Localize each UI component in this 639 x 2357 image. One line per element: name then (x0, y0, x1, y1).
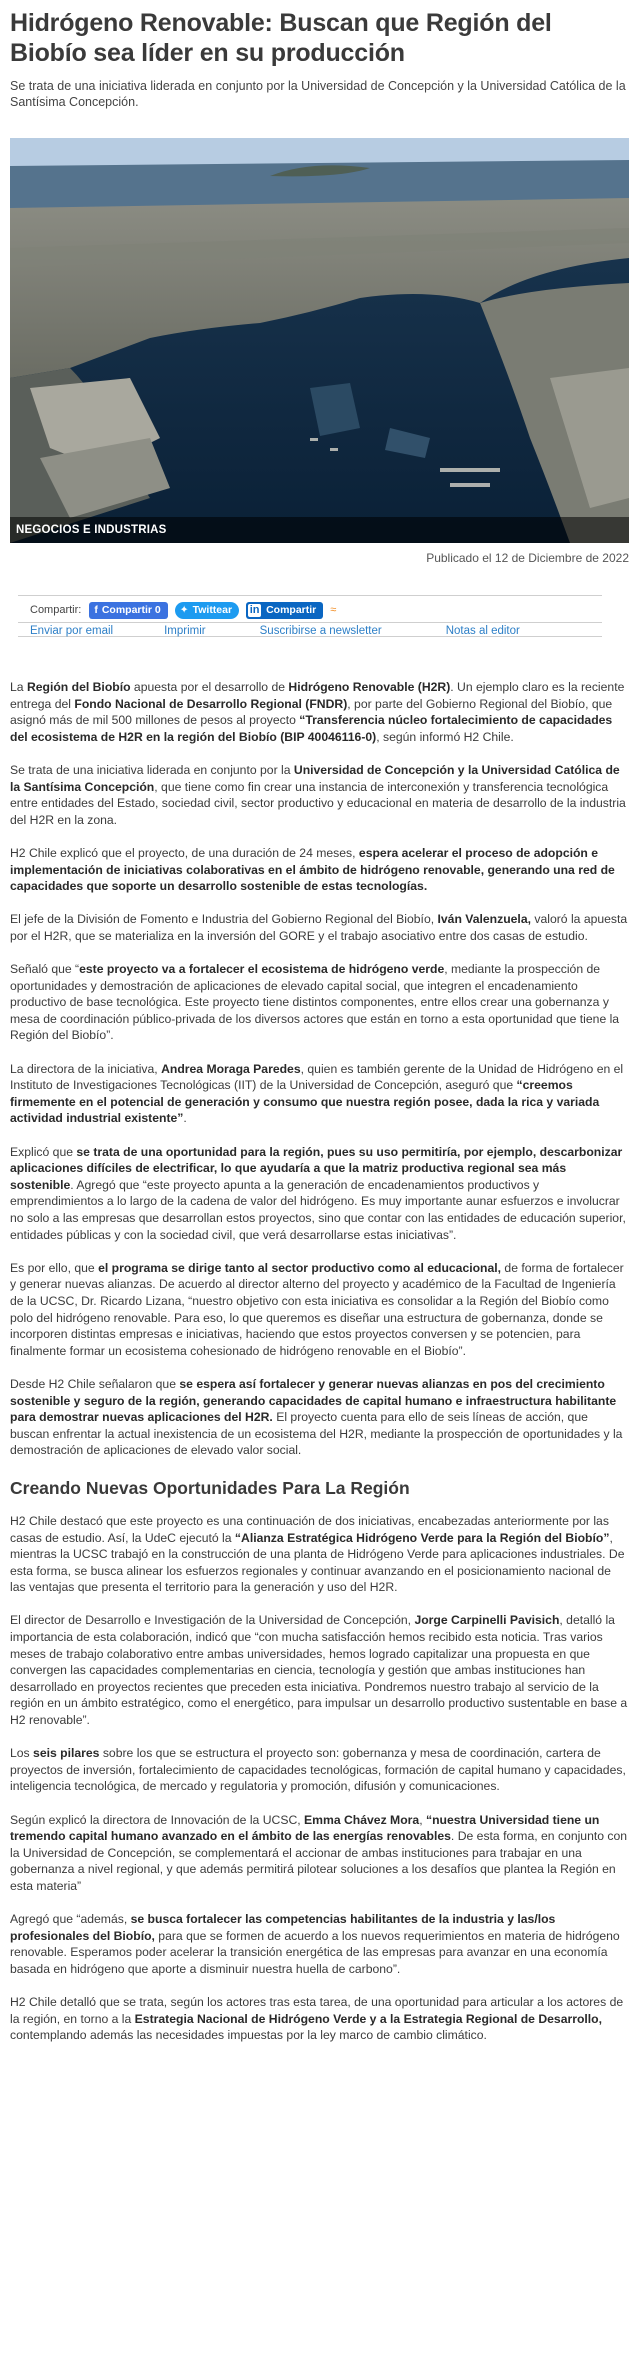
body-paragraph (10, 961, 629, 1044)
published-date: Publicado el 12 de Diciembre de 2022 (426, 551, 629, 565)
twitter-share-button[interactable] (175, 602, 239, 619)
facebook-share-label: Compartir 0 (101, 604, 161, 616)
twitter-share-label: Twittear (192, 604, 233, 616)
bold-text: el programa se dirige tanto al sector productivo como al educacional, (98, 1260, 502, 1275)
share-links-row (18, 623, 602, 639)
harbor-aerial-photo (10, 138, 629, 543)
body-text: , (419, 1812, 426, 1827)
body-text: de forma de fortalecer y generar nuevas alianzas. De acuerdo al director alterno del proyecto y académico de la Facultad de Ingeniería de la UCSC, Dr. Ricardo Lizana, “nuestro objetivo con esta iniciativa es consolidar a la Región del Biobío como polo del hidrógeno renovable. Para eso, lo que queremos es diseñar una estructura de gobernanza, donde se incorporen distintas empresas e iniciativas, haciendo que estos proyectos conversen y se potencien, para finalmente formar un ecosistema cohesionado de hidrógeno renovable en el Biobío”. (10, 1260, 624, 1358)
body-text: . Agregó que “este proyecto apunta a la generación de encadenamientos productivos y emprendimientos a lo largo de la cadena de valor del hidrógeno. Es muy importante aunar esfuerzos e involucrar no solo a las empresas que desarrollan estos proyectos, sino que contar con las entidades de educación superior, entidades públicas y con la sociedad civil, que verá desarrollarse estas iniciativas”. (10, 1177, 626, 1242)
body-text: para que se formen de acuerdo a los nuevos requerimientos en materia de hidrógeno renovable. Esperamos poder acelerar la transición energética de las empresas para avanzar en una economía basada en hidrógeno que aporte a disminuir nuestra huella de carbono”. (10, 1928, 620, 1976)
rss-icon[interactable]: ≈ (330, 604, 337, 616)
share-buttons-row (18, 601, 602, 619)
body-text: contemplando además las necesidades impuestas por la ley marco de cambio climático. (10, 2028, 487, 2043)
email-link[interactable]: Enviar por email (30, 625, 114, 637)
body-text: El proyecto cuenta para ello de seis líneas de acción, que buscan enfrentar la actual inexistencia de un ecosistema del H2R, mediante la prospección de oportunidades y la demostración de aplicaciones de elevado valor social. (10, 1410, 623, 1458)
body-text: , que tiene como fin crear una instancia de interconexión y transferencia tecnológica entre entidades del Estado, sociedad civil, sector productivo y educacional en materia de desarrollo de la industria del H2R en la zona. (10, 779, 626, 827)
body-paragraph (10, 679, 629, 745)
body-text: apuesta por el desarrollo de (130, 680, 289, 694)
facebook-icon: f (94, 604, 98, 616)
print-link[interactable]: Imprimir (164, 625, 206, 637)
body-text: , por parte del Gobierno Regional del Biobío, que asignó más de mil 500 millones de pesos al proyecto (10, 696, 613, 728)
image-caption: NEGOCIOS E INDUSTRIAS (10, 517, 629, 543)
body-paragraph (10, 1513, 629, 1596)
bold-text: espera acelerar el proceso de adopción e implementación de iniciativas colaborativas en el ámbito de hidrógeno renovable, generando una red de capacidades que soporte un desarrollo sostenible de estas tecnologías. (10, 845, 615, 894)
body-text: La (10, 680, 27, 694)
bold-text: este proyecto va a fortalecer el ecosistema de hidrógeno verde (79, 962, 445, 977)
body-text: Según explicó la directora de Innovación de la UCSC, (10, 1812, 305, 1827)
body-paragraph (10, 1612, 629, 1728)
body-text: H2 Chile destacó que este proyecto es una continuación de dos iniciativas, encabezadas anteriormente por las casas de estudio. Así, la UdeC ejecutó la (10, 1513, 609, 1545)
body-text: , mediante la prospección de oportunidades y demostración de aplicaciones de elevado capital social, que integren el encadenamiento productivo de base tecnológica. Este proyecto tiene distintos componentes, entre ellos crear una gobernanza y mesa de coordinación público-privada de los diversos actores que están en torno a esta oportunidad que tiene la Región del Biobío”. (10, 962, 620, 1043)
body-paragraph (10, 1911, 629, 1977)
body-text: La directora de la iniciativa, (10, 1061, 162, 1076)
body-text: Desde H2 Chile señalaron que (10, 1376, 180, 1391)
bold-text: se busca fortalecer las competencias habilitantes de la industria y las/los profesionales del Biobío, (10, 1912, 556, 1943)
body-paragraph (10, 762, 629, 828)
bold-text: Andrea Moraga Paredes (161, 1061, 301, 1076)
body-text: H2 Chile explicó que el proyecto, de una duración de 24 meses, (10, 845, 359, 860)
bold-text: Estrategia Nacional de Hidrógeno Verde y a la Estrategia Regional de Desarrollo, (134, 2011, 603, 2026)
body-text: , según informó H2 Chile. (376, 729, 514, 744)
facebook-share-button[interactable] (89, 602, 167, 619)
body-text: Explicó que (10, 1144, 77, 1159)
body-text: , detalló la importancia de esta colaboración, indicó que “con mucha satisfacción hemos recibido esta noticia. Tras varios meses de trabajo colaborativo entre ambas universidades, hemos logrado capitalizar una propuesta en que convergen las capacidades complementarias en ciencia, tecnología y gestión que ambas instituciones han desarrollado en proyectos recientes que preceden esta iniciativa. Pondremos nuestro trabajo al servicio de la región en un ámbito estratégico, como el energético, para impulsar un desarrollo productivo sustentable en base a H2 renovable”. (10, 1613, 628, 1728)
article-page (0, 8, 639, 2044)
body-paragraph (10, 1061, 629, 1127)
body-text: , quien es también gerente de la Unidad de Hidrógeno en el Instituto de Investigaciones Tecnológicas (IIT) de la Universidad de Concepción, aseguró que (10, 1061, 624, 1093)
bold-text: se trata de una oportunidad para la región, pues su uso permitiría, por ejemplo, descarbonizar aplicaciones difíciles de electrificar, lo que ayudaría a que la matriz productiva regional sea más sostenible (10, 1144, 623, 1192)
bold-text: Región del Biobío (26, 680, 131, 694)
body-text: , mientras la UCSC trabajó en la construcción de una planta de Hidrógeno Verde para aplicaciones industriales. De esta forma, se busca alinear los esfuerzos regionales y continuar avanzando en el posicionamiento nacional de las ventajas que presenta el territorio para la generación y uso del H2R. (10, 1530, 625, 1595)
article-body (10, 679, 629, 2044)
body-paragraph (10, 845, 629, 895)
body-paragraph (10, 1144, 629, 1244)
newsletter-link[interactable]: Suscribirse a newsletter (259, 625, 382, 637)
body-text: sobre los que se estructura el proyecto son: gobernanza y mesa de coordinación, cartera de proyectos de inversión, fortalecimiento de capacidades tecnológicas, formación de capital humano y capacidades, inteligencia tecnológica, de mercado y regulatoria y promoción, difusión y comunicaciones. (10, 1746, 626, 1794)
body-text: Los (10, 1746, 34, 1761)
body-paragraph (10, 1812, 629, 1895)
body-paragraph (10, 1376, 629, 1459)
body-text: Señaló que “ (10, 962, 80, 977)
body-text: Se trata de una iniciativa liderada en conjunto por la (10, 762, 294, 777)
bold-text: se espera así fortalecer y generar nuevas alianzas en pos del crecimiento sostenible y seguro de la región, generando capacidades de capital humano e infraestructura habilitante para demostrar nuevas aplicaciones del H2R. (10, 1376, 617, 1425)
article-title: Hidrógeno Renovable: Buscan que Región del Biobío sea líder en su producción (10, 9, 552, 67)
body-paragraph (10, 1260, 629, 1360)
bold-text: seis pilares (33, 1746, 100, 1761)
linkedin-share-button[interactable] (246, 602, 323, 619)
body-text: Agregó que “además, (10, 1912, 131, 1927)
body-text: El director de Desarrollo e Investigación de la Universidad de Concepción, (10, 1613, 415, 1628)
bold-text: “creemos firmemente en el potencial de generación y consumo que nuestra región posee, dada la rica y variada actividad industrial existente” (10, 1078, 600, 1126)
bold-text: “Transferencia núcleo fortalecimiento de capacidades del ecosistema de H2R en la región del Biobío (BIP 40046116-0) (10, 713, 613, 744)
bold-text: “Alianza Estratégica Hidrógeno Verde para la Región del Biobío” (234, 1530, 610, 1545)
body-paragraph (10, 1994, 629, 2044)
bold-text: “nuestra Universidad tiene un tremendo capital humano avanzado en el ámbito de las energías renovables (10, 1812, 600, 1844)
linkedin-share-label: Compartir (266, 604, 317, 616)
bold-text: Jorge Carpinelli Pavisich (414, 1613, 560, 1628)
body-text: El jefe de la División de Fomento e Industria del Gobierno Regional del Biobío, (10, 912, 438, 927)
twitter-icon: ✦ (179, 604, 189, 616)
share-label: Compartir: (30, 604, 82, 616)
bold-text: Iván Valenzuela, (437, 912, 531, 927)
linkedin-icon: in (249, 603, 260, 616)
editor-notes-link[interactable]: Notas al editor (445, 625, 520, 637)
article-subtitle: Se trata de una iniciativa liderada en conjunto por la Universidad de Concepción y la Universidad Católica de la Santísima Concepción. (10, 79, 626, 109)
bold-text: Hidrógeno Renovable (H2R) (288, 680, 451, 694)
body-text: Es por ello, que (10, 1260, 99, 1275)
body-text: . Un ejemplo claro es la reciente entrega del (10, 680, 625, 711)
share-toolbar (18, 595, 602, 637)
body-text: H2 Chile detalló que se trata, según los actores tras esta tarea, de una oportunidad para articular a los actores de la región, en torno a la (10, 1995, 624, 2026)
body-text: . De esta forma, en conjunto con la Universidad de Concepción, se complementará el accionar de ambas instituciones para trabajar en una gobernanza a nivel regional, y que además permitirá pilotear soluciones a los desafíos que plantea la Región en esta materia” (10, 1829, 628, 1893)
bold-text: Emma Chávez Mora (304, 1812, 420, 1827)
body-text: valoró la apuesta por el H2R, que se materializa en la inversión del GORE y el trabajo asociativo entre dos casas de estudio. (10, 912, 628, 943)
body-paragraph (10, 911, 629, 944)
body-paragraph (10, 1745, 629, 1795)
article-hero-image (10, 138, 629, 543)
bold-text: Fondo Nacional de Desarrollo Regional (FNDR) (74, 696, 348, 711)
bold-text: Universidad de Concepción y la Universidad Católica de la Santísima Concepción (10, 762, 620, 794)
section-heading: Creando Nuevas Oportunidades Para La Región (10, 1477, 410, 1498)
body-text: . (183, 1111, 187, 1126)
